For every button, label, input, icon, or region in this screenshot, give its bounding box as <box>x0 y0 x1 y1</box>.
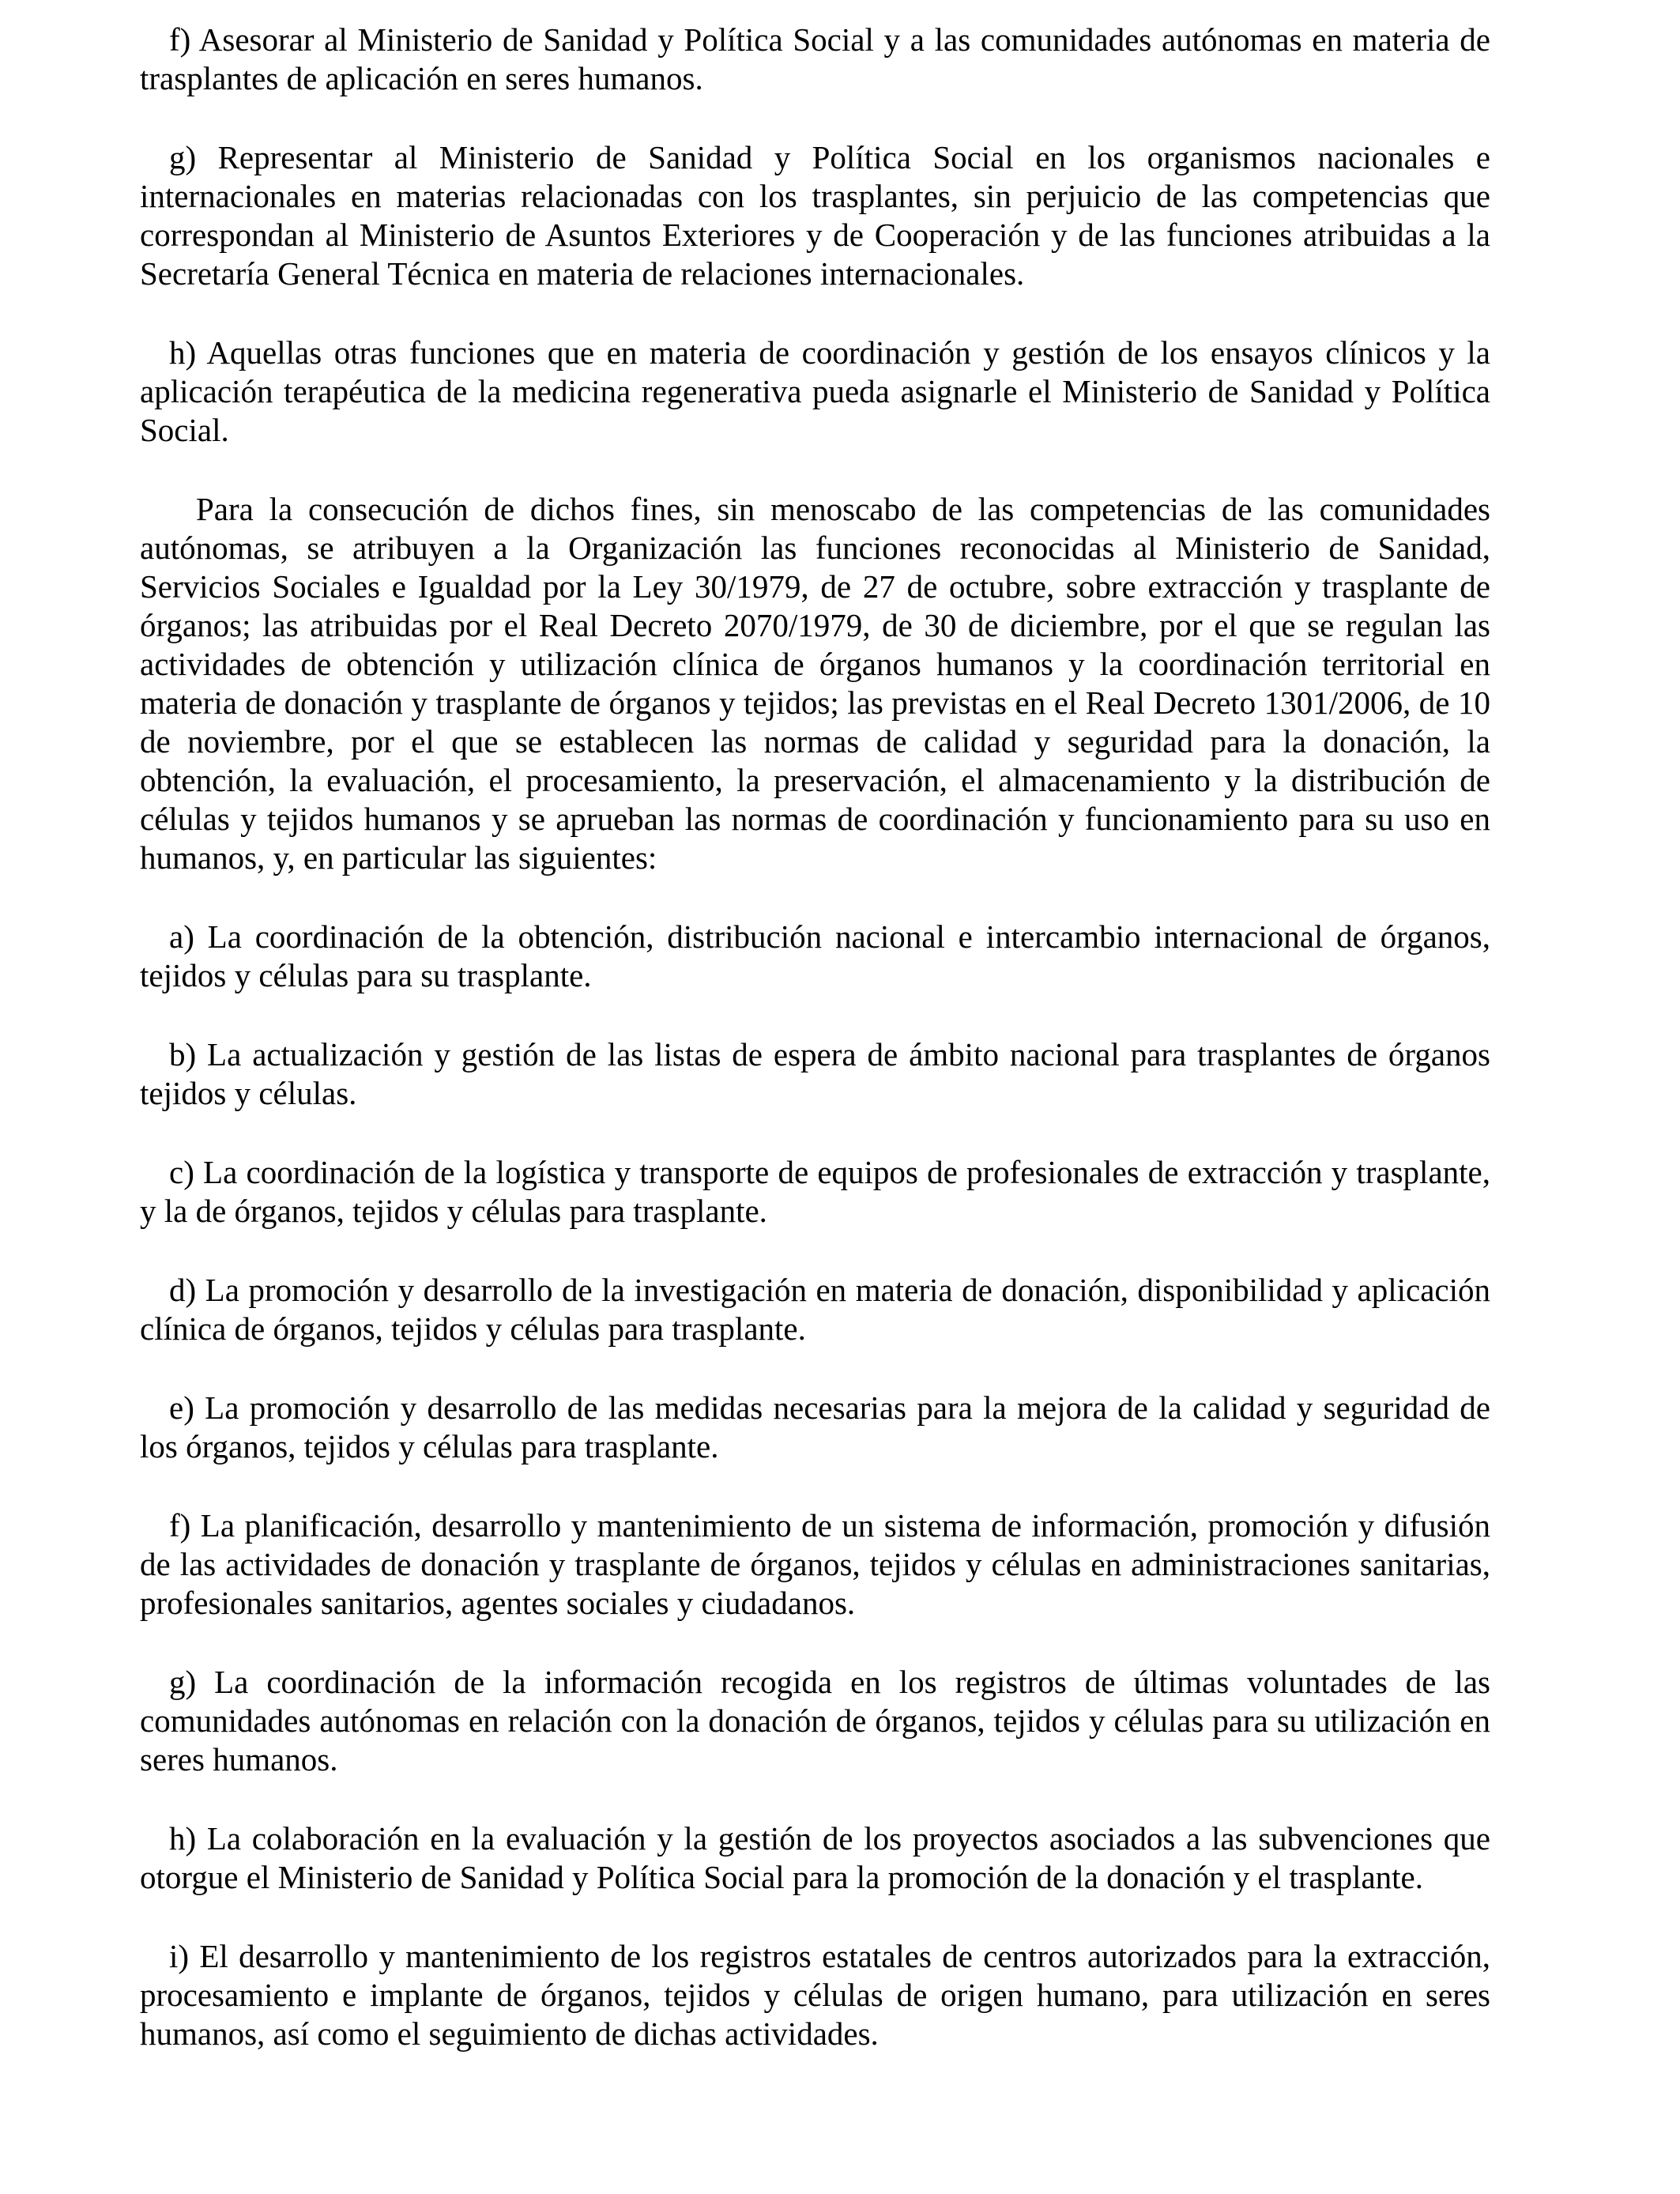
paragraph-item-h2: h) La colaboración en la evaluación y la gestión de los proyectos asociados a las subvenciones que otorgue el Ministerio de Sanidad y Política Social para la promoción de la donación y el trasplante. <box>140 1820 1490 1895</box>
paragraph-item-h: h) Aquellas otras funciones que en materia de coordinación y gestión de los ensayos clínicos y la aplicación terapéutica de la medicina regenerativa pueda asignarle el Ministerio de Sanidad y Política Social. <box>140 334 1490 448</box>
paragraph-item-e: e) La promoción y desarrollo de las medidas necesarias para la mejora de la calidad y seguridad de los órganos, tejidos y células para trasplante. <box>140 1389 1490 1465</box>
paragraph-item-a: a) La coordinación de la obtención, distribución nacional e intercambio internacional de órganos, tejidos y células para su trasplante. <box>140 918 1490 993</box>
paragraph-item-g: g) Representar al Ministerio de Sanidad y Política Social en los organismos nacionales e internacionales en materias relacionadas con los trasplantes, sin perjuicio de las competencias que correspondan al Ministerio de Asuntos Exteriores y de Cooperación y de las funciones atribuidas a la Secretaría General Técnica en materia de relaciones internacionales. <box>140 139 1490 292</box>
paragraph-item-i: i) El desarrollo y mantenimiento de los registros estatales de centros autorizados para la extracción, procesamiento e implante de órganos, tejidos y células de origen humano, para utilización en seres humanos, así como el seguimiento de dichas actividades. <box>140 1938 1490 2052</box>
paragraph-item-c: c) La coordinación de la logística y transporte de equipos de profesionales de extracción y trasplante, y la de órganos, tejidos y células para trasplante. <box>140 1154 1490 1229</box>
paragraph-item-b: b) La actualización y gestión de las listas de espera de ámbito nacional para trasplantes de órganos tejidos y células. <box>140 1036 1490 1111</box>
paragraph-item-f: f) Asesorar al Ministerio de Sanidad y Política Social y a las comunidades autónomas en materia de trasplantes de aplicación en seres humanos. <box>140 21 1490 96</box>
paragraph-item-f2: f) La planificación, desarrollo y mantenimiento de un sistema de información, promoción y difusión de las actividades de donación y trasplante de órganos, tejidos y células en administraciones sanitarias, profesionales sanitarios, agentes sociales y ciudadanos. <box>140 1507 1490 1621</box>
paragraph-item-g2: g) La coordinación de la información recogida en los registros de últimas voluntades de las comunidades autónomas en relación con la donación de órganos, tejidos y células para su utilización en seres humanos. <box>140 1664 1490 1777</box>
paragraph-item-d: d) La promoción y desarrollo de la investigación en materia de donación, disponibilidad y aplicación clínica de órganos, tejidos y células para trasplante. <box>140 1272 1490 1347</box>
paragraph-consecucion: Para la consecución de dichos fines, sin menoscabo de las competencias de las comunidades autónomas, se atribuyen a la Organización las funciones reconocidas al Ministerio de Sanidad, Servicios Sociales e Igualdad por la Ley 30/1979, de 27 de octubre, sobre extracción y trasplante de órganos; las atribuidas por el Real Decreto 2070/1979, de 30 de diciembre, por el que se regulan las actividades de obtención y utilización clínica de órganos humanos y la coordinación territorial en materia de donación y trasplante de órganos y tejidos; las previstas en el Real Decreto 1301/2006, de 10 de noviembre, por el que se establecen las normas de calidad y seguridad para la donación, la obtención, la evaluación, el procesamiento, la preservación, el almacenamiento y la distribución de células y tejidos humanos y se aprueban las normas de coordinación y funcionamiento para su uso en humanos, y, en particular las siguientes: <box>140 491 1490 876</box>
